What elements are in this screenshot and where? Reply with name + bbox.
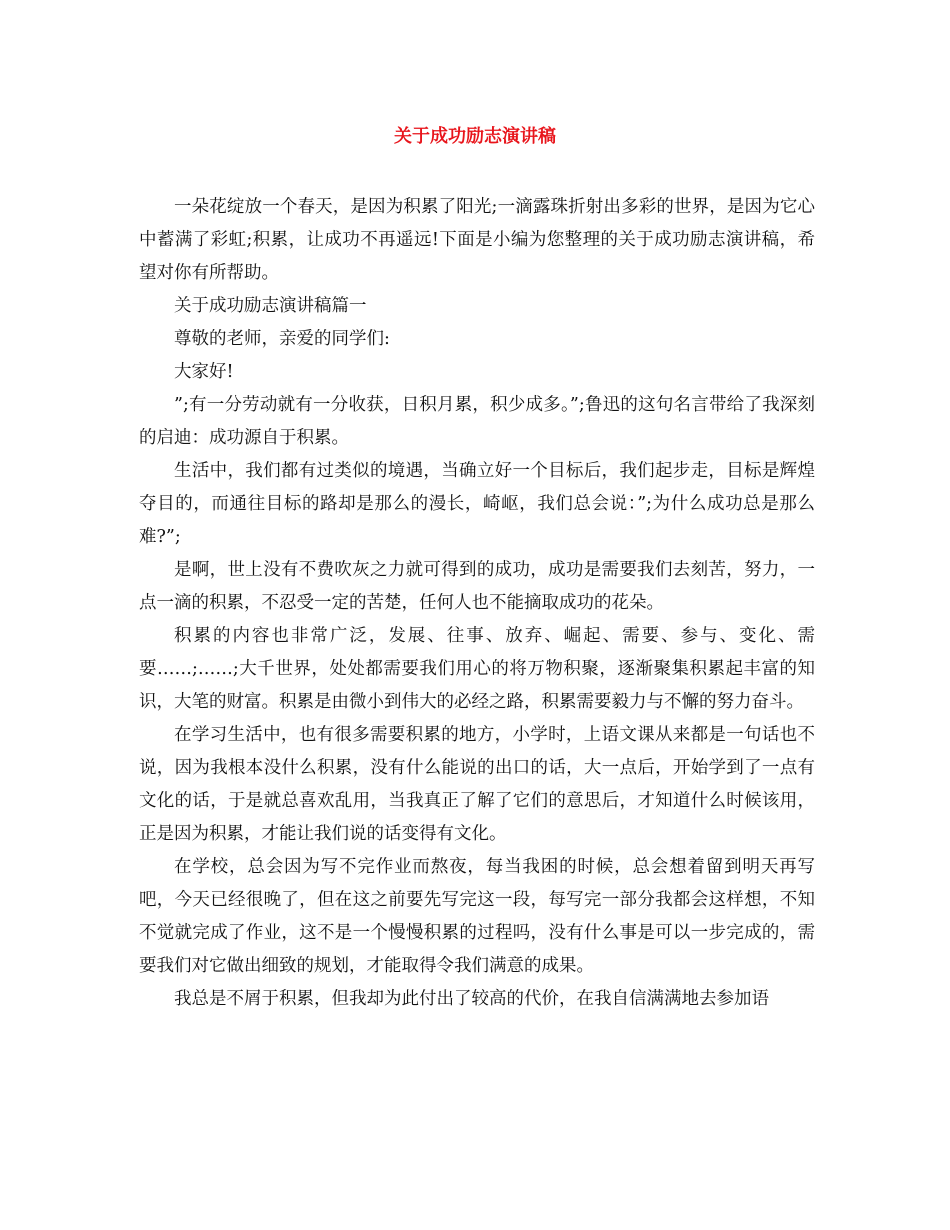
paragraph: ”;有一分劳动就有一分收获，日积月累，积少成多。”;鲁迅的这句名言带给了我深刻的启迪：成功源自于积累。	[139, 395, 815, 448]
salutation: 尊敬的老师，亲爱的同学们:	[174, 329, 390, 349]
paragraph: 生活中，我们都有过类似的境遇，当确立好一个目标后，我们起步走，目标是辉煌夺目的，而通往目标的路却是那么的漫长，崎岖，我们总会说：”;为什么成功总是那么难?”;	[139, 461, 815, 547]
paragraph: 一朵花绽放一个春天，是因为积累了阳光;一滴露珠折射出多彩的世界，是因为它心中蓄满了彩虹;积累，让成功不再遥远!下面是小编为您整理的关于成功励志演讲稿，希望对你有所帮助。	[139, 197, 815, 283]
greeting: 大家好!	[174, 362, 234, 382]
paragraph: 在学校，总会因为写不完作业而熬夜，每当我困的时候，总会想着留到明天再写吧，今天已经很晚了，但在这之前要先写完这一段，每写完一部分我都会这样想，不知不觉就完成了作业，这不是一个慢慢积累的过程吗，没有什么事是可以一步完成的，需要我们对它做出细致的规划，才能取得令我们满意的成果。	[139, 857, 815, 976]
document-body	[139, 191, 815, 1016]
paragraph: 我总是不屑于积累，但我却为此付出了较高的代价，在我自信满满地去参加语	[174, 989, 769, 1009]
paragraph: 积累的内容也非常广泛，发展、往事、放弃、崛起、需要、参与、变化、需要……;……;大千世界，处处都需要我们用心的将万物积聚，逐渐聚集积累起丰富的知识，大笔的财富。积累是由微小到伟大的必经之路，积累需要毅力与不懈的努力奋斗。	[139, 626, 815, 712]
paragraph: 在学习生活中，也有很多需要积累的地方，小学时，上语文课从来都是一句话也不说，因为我根本没什么积累，没有什么能说的出口的话，大一点后，开始学到了一点有文化的话，于是就总喜欢乱用，当我真正了解了它们的意思后，才知道什么时候该用，正是因为积累，才能让我们说的话变得有文化。	[139, 725, 815, 844]
section-heading: 关于成功励志演讲稿篇一	[174, 296, 367, 316]
paragraph: 是啊，世上没有不费吹灰之力就可得到的成功，成功是需要我们去刻苦，努力，一点一滴的积累，不忍受一定的苦楚，任何人也不能摘取成功的花朵。	[139, 560, 815, 613]
document-title: 关于成功励志演讲稿	[394, 126, 556, 147]
